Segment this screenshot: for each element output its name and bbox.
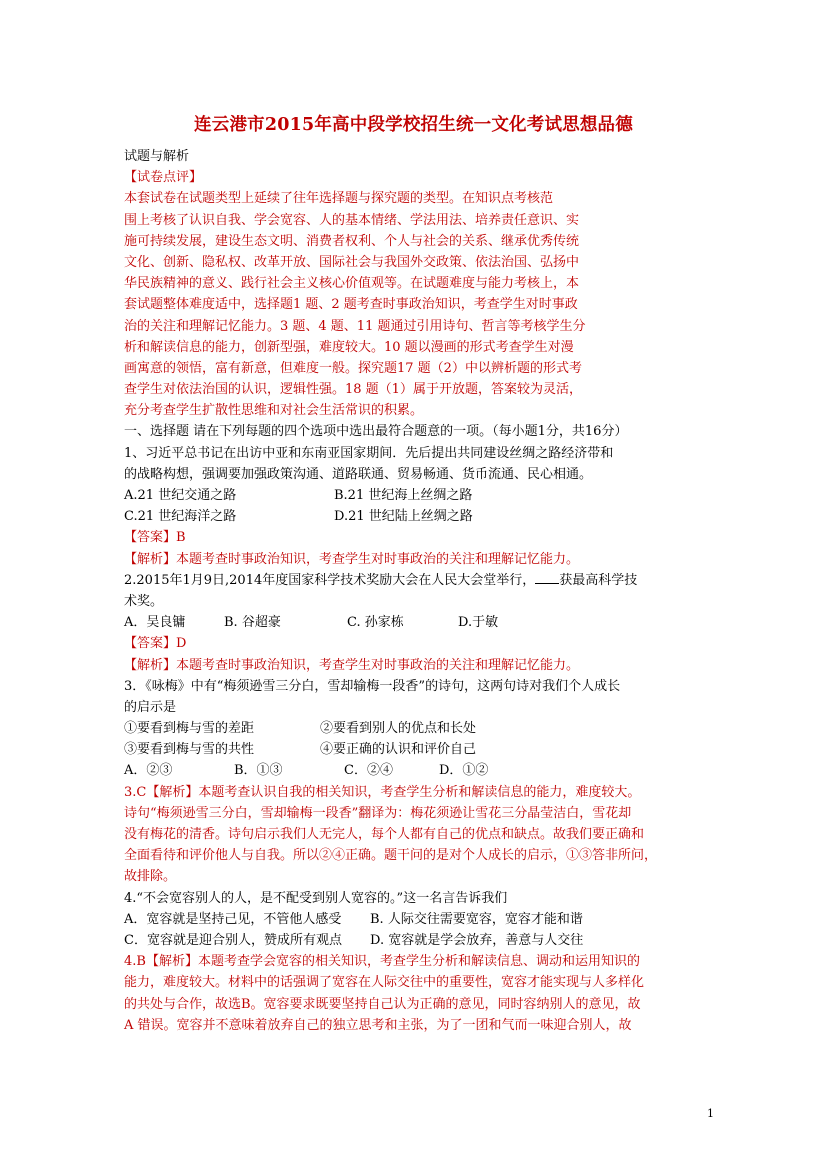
review-line: 华民族精神的意义、践行社会主义核心价值观等。在试题难度与能力考核上，本 [124,276,580,292]
analysis: 4.B【解析】本题考查学会宽容的相关知识，考查学生分析和解读信息、调动和运用知识的 [124,954,640,970]
document-body [124,146,714,1036]
analysis: 3.C【解析】本题考查认识自我的相关知识，考查学生分析和解读信息的能力，难度较大。 [124,784,641,800]
statement-row [124,739,714,760]
option-b: B. 人际交往需要宽容，宽容才能和谐 [370,911,583,927]
stem-part: 2.2015年1月9日,2014年度国家科学技术奖励大会在人民大会堂举行， [124,572,536,588]
question-stem: 的启示是 [124,699,177,715]
statement-2: ②要看到别人的优点和长处 [320,721,477,737]
review-line: 治的关注和理解记忆能力。3 题、4 题、11 题通过引用诗句、哲言等考核学生分 [124,318,586,334]
option-c: C.21 世纪海洋之路 [124,509,237,525]
question-4 [124,888,714,1036]
question-stem: 4.“不会宽容别人的人，是不配受到别人宽容的。”这一名言告诉我们 [124,890,508,906]
question-2 [124,570,714,676]
section-heading: 一、选择题 请在下列每题的四个选项中选出最符合题意的一项。（每小题1分，共16分） [124,424,628,440]
analysis: 能力，难度较大。材料中的话强调了宽容在人际交往中的重要性，宽容才能实现与人多样化 [124,975,645,991]
option-b: B. 谷超豪 [224,615,281,631]
option-row [124,930,714,951]
analysis: 的共处与合作，故选B。宽容要求既要坚持自己认为正确的意见，同时容纳别人的意见，故 [124,996,641,1012]
statement-1: ①要看到梅与雪的差距 [124,721,255,737]
analysis: 【解析】本题考查时事政治知识，考查学生对时事政治的关注和理解记忆能力。 [124,551,580,567]
question-stem: 的战略构想，强调要加强政策沟通、道路联通、贸易畅通、货币流通、民心相通。 [124,466,593,482]
option-row [124,506,714,527]
review-line: 查学生对依法治国的认识，逻辑性强。18 题（1）属于开放题，答案较为灵活， [124,382,582,398]
question-stem: 3．《咏梅》中有“梅须逊雪三分白，雪却输梅一段香”的诗句，这两句诗对我们个人成长 [124,678,621,694]
review-line: 套试题整体难度适中，选择题1 题、2 题考查时事政治知识，考查学生对时事政 [124,297,578,313]
option-c: C. 孙家栋 [347,615,404,631]
option-row [124,612,714,633]
review-line: 充分考查学生扩散性思维和对社会生活常识的积累。 [124,403,424,419]
question-stem: 1、习近平总书记在出访中亚和东南亚国家期间．先后提出共同建设丝绸之路经济带和 [124,445,614,461]
review-line: 围上考核了认识自我、学会宽容、人的基本情绪、学法用法、培养责任意识、实 [124,212,580,228]
question-stem: 术奖。 [124,593,164,609]
analysis: 故排除。 [124,869,177,885]
subtitle: 试题与解析 [124,149,190,164]
analysis: 【解析】本题考查时事政治知识，考查学生对时事政治的关注和理解记忆能力。 [124,657,580,673]
fill-blank [535,571,559,584]
review-line: 析和解读信息的能力，创新型强，难度较大。10 题以漫画的形式考查学生对漫 [124,339,574,355]
document-title: 连云港市2015年高中段学校招生统一文化考试思想品德 [194,115,633,135]
review-line: 本套试卷在试题类型上延续了往年选择题与探究题的类型。在知识点考核范 [124,191,554,207]
option-c: C．②④ [344,763,393,779]
option-b: B．①③ [234,763,283,779]
analysis: 没有梅花的清香。诗句启示我们人无完人，每个人都有自己的优点和缺点。故我们要正确和 [124,827,645,842]
page-number: 1 [707,1107,714,1120]
option-c: C．宽容就是迎合别人，赞成所有观点 [124,932,342,948]
option-d: D.于敏 [458,615,499,631]
question-stem [124,570,714,591]
option-d: D.21 世纪陆上丝绸之路 [334,509,473,525]
option-row [124,485,714,506]
review-line: 文化、创新、隐私权、改革开放、国际社会与我国外交政策、依法治国、弘扬中 [124,254,580,270]
statement-3: ③要看到梅与雪的共性 [124,742,255,758]
analysis: 全面看待和评价他人与自我。所以②④正确。题干问的是对个人成长的启示，①③答非所问， [124,848,658,864]
option-row [124,760,714,781]
analysis: 诗句“梅须逊雪三分白，雪却输梅一段香”翻译为：梅花须逊让雪花三分晶莹洁白，雪花却 [124,805,632,821]
stem-part: 获最高科学技 [559,572,638,588]
review-paragraph [124,188,714,421]
review-line: 画寓意的领悟，富有新意，但难度一般。探究题17 题（2）中以辨析题的形式考 [124,360,582,376]
option-d: D. 宽容就是学会放弃，善意与人交往 [370,932,584,948]
question-1 [124,443,714,570]
option-a: A．宽容就是坚持己见，不管他人感受 [124,911,342,927]
option-a: A.21 世纪交通之路 [124,488,237,503]
answer: 【答案】D [124,636,187,652]
statement-4: ④要正确的认识和评价自己 [320,742,477,758]
analysis: A 错误。宽容并不意味着放弃自己的独立思考和主张，为了一团和气而一味迎合别人，故 [124,1017,632,1033]
statement-row [124,718,714,739]
option-d: D．①② [439,763,489,779]
option-row [124,909,714,930]
review-heading: 【试卷点评】 [124,170,203,186]
answer: 【答案】B [124,530,186,546]
option-a: A．吴良镛 [124,615,186,631]
option-b: B.21 世纪海上丝绸之路 [334,488,473,503]
option-a: A．②③ [124,763,173,779]
question-3 [124,676,714,888]
review-line: 施可持续发展，建设生态文明、消费者权利、个人与社会的关系、继承优秀传统 [124,233,580,249]
